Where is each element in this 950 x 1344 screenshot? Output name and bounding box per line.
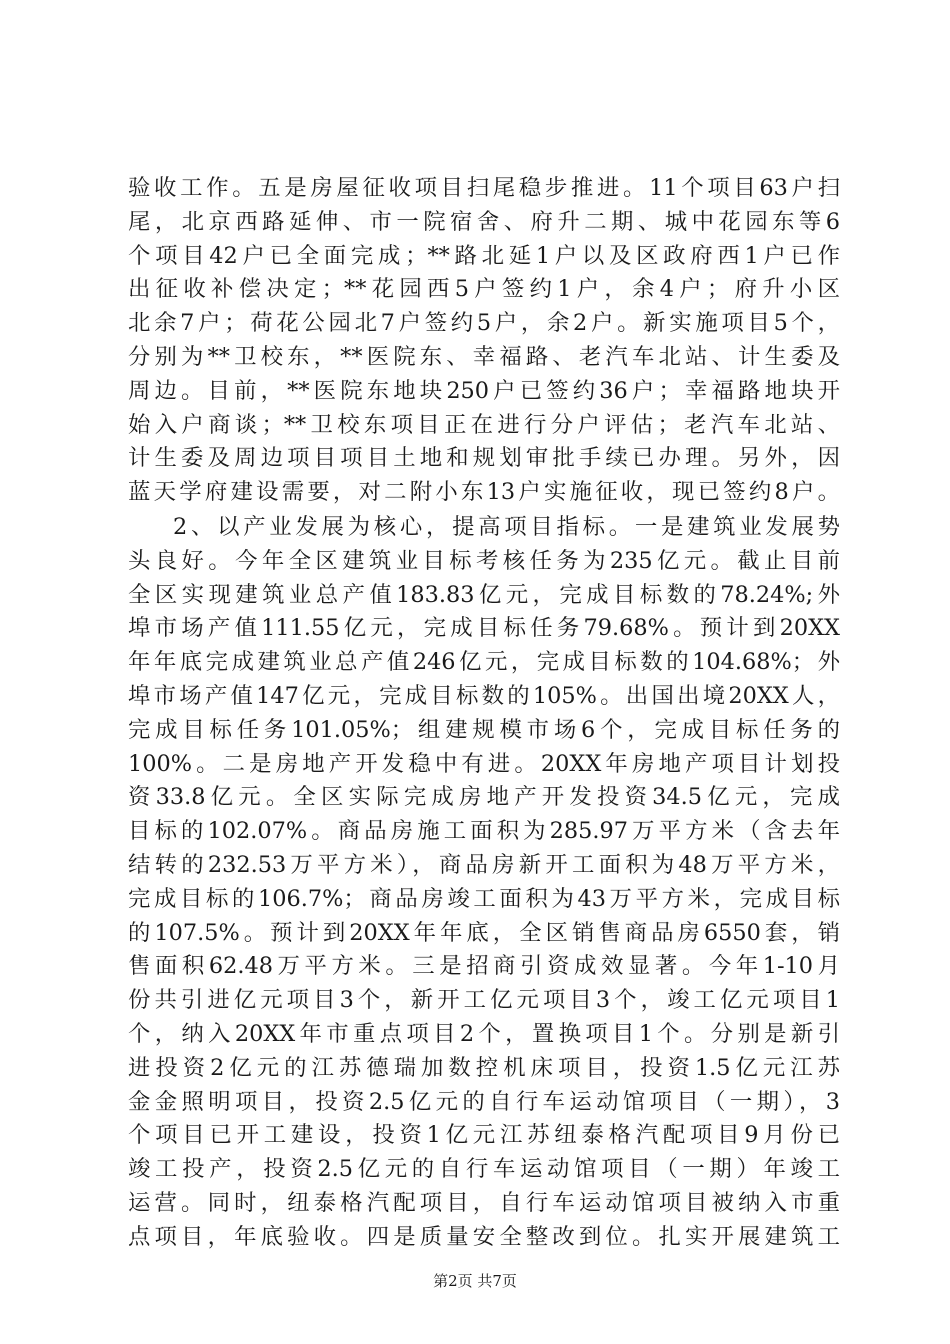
text-line: 尾，北京西路延伸、市一院宿舍、府升二期、城中花园东等6 [128,208,840,235]
text-line: 验收工作。五是房屋征收项目扫尾稳步推进。11个项目63户扫 [128,175,840,201]
text-line: 完成目标的106.7%；商品房竣工面积为43万平方米，完成目标 [128,885,840,912]
text-line: 全区实现建筑业总产值183.83亿元，完成目标数的78.24%;外 [128,581,840,608]
text-line: 蓝天学府建设需要，对二附小东13户实施征收，现已签约8户。 [128,479,840,506]
text-line: 计生委及周边项目项目土地和规划审批手续已办理。另外，因 [128,445,840,472]
text-line: 北余7户；荷花公园北7户签约5户，余2户。新实施项目5个， [128,310,840,337]
text-line: 竣工投产，投资2.5亿元的自行车运动馆项目（一期）年竣工 [128,1156,840,1183]
text-line: 个项目已开工建设，投资1亿元江苏纽泰格汽配项目9月份已 [128,1122,840,1149]
text-line: 进投资2亿元的江苏德瑞加数控机床项目，投资1.5亿元江苏 [128,1054,840,1081]
page-number-footer: 第2页 共7页 [433,1272,517,1290]
text-line: 始入户商谈；**卫校东项目正在进行分户评估；老汽车北站、 [128,411,840,438]
text-line: 完成目标任务101.05%；组建规模市场6个，完成目标任务的 [128,716,840,743]
text-line: 个，纳入20XX年市重点项目2个，置换项目1个。分别是新引 [128,1020,840,1047]
paragraph-house-expropriation [128,172,840,510]
text-line: 目标的102.07%。商品房施工面积为285.97万平方米（含去年 [128,818,840,845]
text-line: 的107.5%。预计到20XX年年底，全区销售商品房6550套，销 [128,919,840,946]
text-line: 100%。二是房地产开发稳中有进。20XX年房地产项目计划投 [128,750,840,777]
text-line: 个项目42户已全面完成；**路北延1户以及区政府西1户已作 [128,242,840,269]
text-line: 出征收补偿决定；**花园西5户签约1户，余4户；府升小区 [128,276,840,303]
text-line: 2、以产业发展为核心，提高项目指标。一是建筑业发展势 [173,514,840,540]
text-line: 头良好。今年全区建筑业目标考核任务为235亿元。截止目前 [128,547,840,574]
text-line: 资33.8亿元。全区实际完成房地产开发投资34.5亿元，完成 [128,784,840,811]
text-line: 金金照明项目，投资2.5亿元的自行车运动馆项目（一期），3 [128,1088,840,1115]
text-line: 运营。同时，纽泰格汽配项目，自行车运动馆项目被纳入市重 [128,1189,840,1216]
text-line: 结转的232.53万平方米），商品房新开工面积为48万平方米， [128,851,840,878]
text-line: 分别为**卫校东，**医院东、幸福路、老汽车北站、计生委及 [128,343,840,370]
text-line: 点项目，年底验收。四是质量安全整改到位。扎实开展建筑工 [128,1223,840,1250]
text-line: 埠市场产值111.55亿元，完成目标任务79.68%。预计到20XX [128,615,840,642]
text-line: 埠市场产值147亿元，完成目标数的105%。出国出境20XX人， [128,682,840,709]
paragraph-industry-development [128,511,840,1255]
text-line: 周边。目前，**医院东地块250户已签约36户；幸福路地块开 [128,377,840,404]
text-line: 售面积62.48万平方米。三是招商引资成效显著。今年1-10月 [128,953,840,980]
text-line: 份共引进亿元项目3个，新开工亿元项目3个，竣工亿元项目1 [128,987,840,1014]
text-line: 年年底完成建筑业总产值246亿元，完成目标数的104.68%；外 [128,649,840,676]
